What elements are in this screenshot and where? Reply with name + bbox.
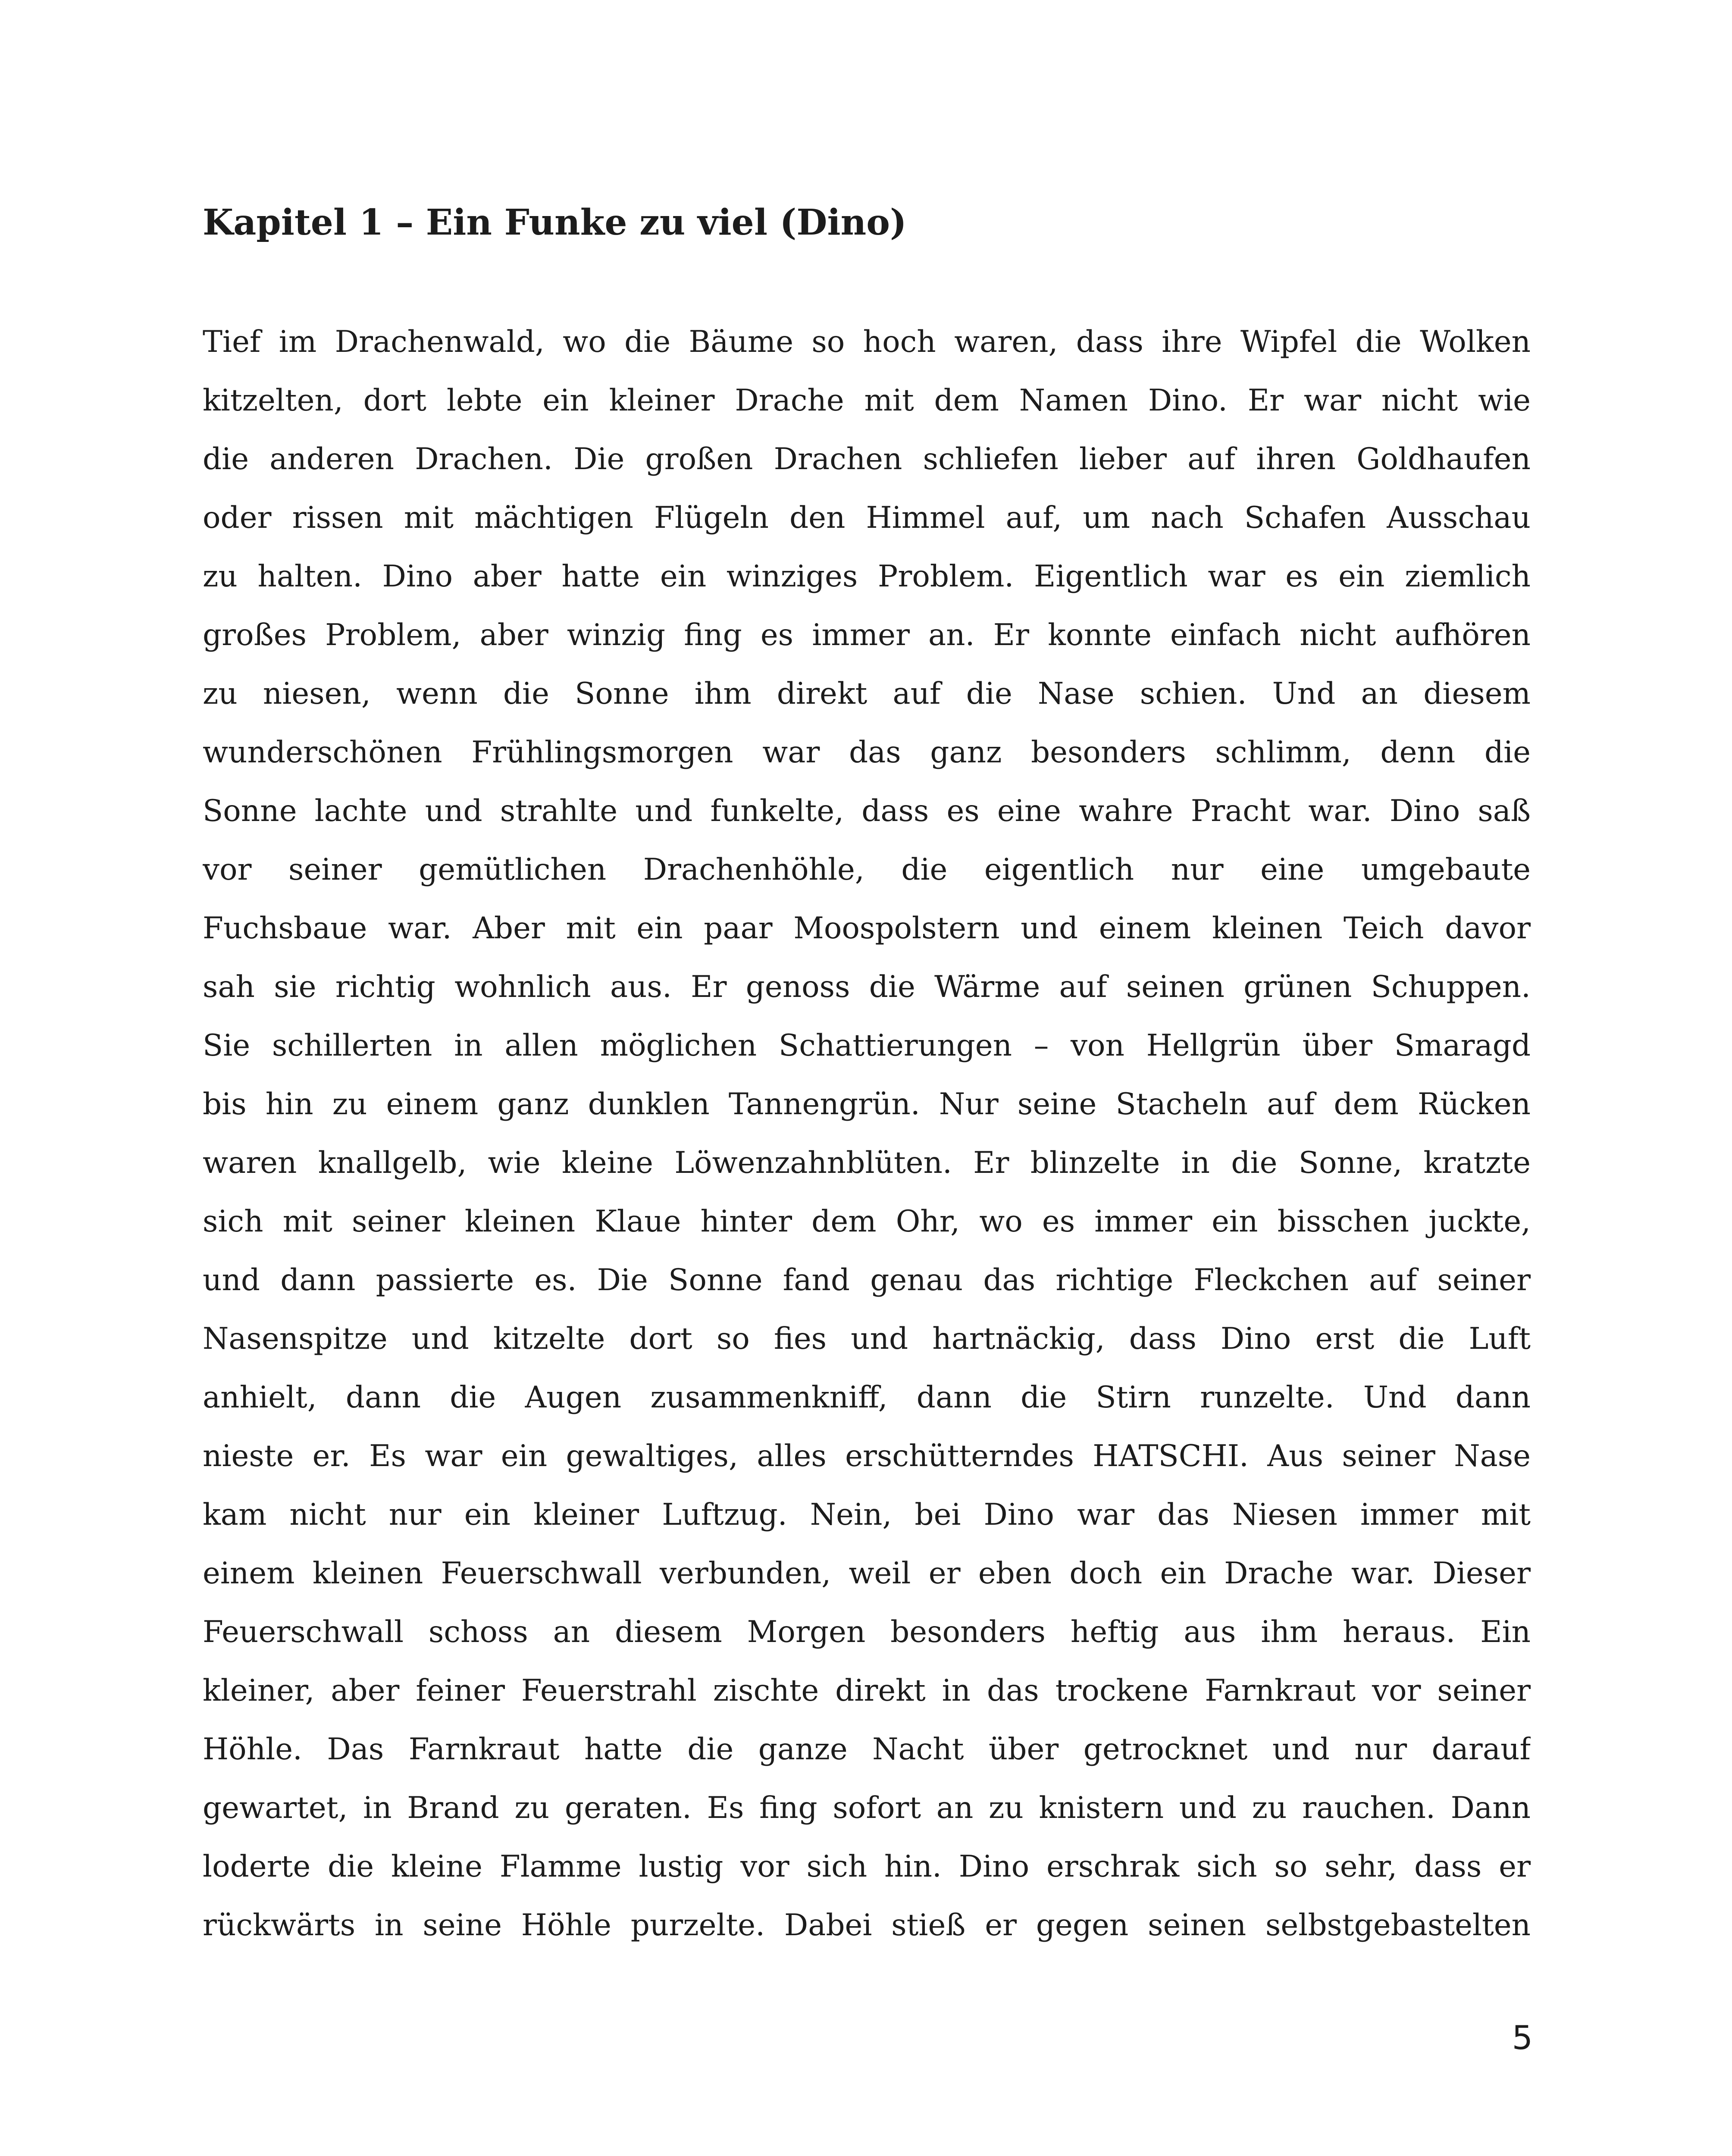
text-line: und dann passierte es. Die Sonne fand genau das richtige Fleckchen auf seiner: [203, 1263, 1531, 1297]
text-line: bis hin zu einem ganz dunklen Tannengrün. Nur seine Stacheln auf dem Rücken: [203, 1087, 1531, 1122]
text-line: zu niesen, wenn die Sonne ihm direkt auf die Nase schien. Und an diesem: [203, 677, 1531, 711]
text-line: kam nicht nur ein kleiner Luftzug. Nein, bei Dino war das Niesen immer mit: [203, 1498, 1531, 1532]
text-line: kitzelten, dort lebte ein kleiner Drache mit dem Namen Dino. Er war nicht wie: [203, 383, 1531, 418]
text-line: vor seiner gemütlichen Drachenhöhle, die eigentlich nur eine umgebaute: [203, 852, 1531, 887]
text-line: die anderen Drachen. Die großen Drachen schliefen lieber auf ihren Goldhaufen: [203, 442, 1531, 476]
text-line: wunderschönen Frühlingsmorgen war das ganz besonders schlimm, denn die: [203, 735, 1531, 770]
text-line: Sie schillerten in allen möglichen Schattierungen – von Hellgrün über Smaragd: [203, 1028, 1531, 1063]
text-line: rückwärts in seine Höhle purzelte. Dabei stieß er gegen seinen selbstgebastelten: [203, 1908, 1531, 1943]
text-line: sah sie richtig wohnlich aus. Er genoss die Wärme auf seinen grünen Schuppen.: [203, 970, 1531, 1004]
text-line: oder rissen mit mächtigen Flügeln den Himmel auf, um nach Schafen Ausschau: [203, 501, 1531, 535]
page-number: 5: [1512, 2018, 1533, 2057]
chapter-body-text: [203, 313, 1531, 1955]
text-line: kleiner, aber feiner Feuerstrahl zischte direkt in das trockene Farnkraut vor seiner: [203, 1673, 1531, 1708]
text-line: sich mit seiner kleinen Klaue hinter dem Ohr, wo es immer ein bisschen juckte,: [203, 1204, 1531, 1239]
text-line: Fuchsbaue war. Aber mit ein paar Moospolstern und einem kleinen Teich davor: [203, 911, 1531, 946]
text-line: Feuerschwall schoss an diesem Morgen besonders heftig aus ihm heraus. Ein: [203, 1615, 1531, 1649]
text-line: einem kleinen Feuerschwall verbunden, weil er eben doch ein Drache war. Dieser: [203, 1556, 1531, 1591]
text-line: Nasenspitze und kitzelte dort so fies und hartnäckig, dass Dino erst die Luft: [203, 1322, 1531, 1356]
text-line: Höhle. Das Farnkraut hatte die ganze Nacht über getrocknet und nur darauf: [203, 1732, 1531, 1767]
text-line: Tief im Drachenwald, wo die Bäume so hoch waren, dass ihre Wipfel die Wolken: [203, 325, 1531, 359]
text-line: gewartet, in Brand zu geraten. Es fing sofort an zu knistern und zu rauchen. Dann: [203, 1791, 1531, 1825]
chapter-title: Kapitel 1 – Ein Funke zu viel (Dino): [203, 202, 907, 243]
text-line: waren knallgelb, wie kleine Löwenzahnblüten. Er blinzelte in die Sonne, kratzte: [203, 1146, 1531, 1180]
text-line: loderte die kleine Flamme lustig vor sich hin. Dino erschrak sich so sehr, dass er: [203, 1849, 1531, 1884]
text-line: zu halten. Dino aber hatte ein winziges Problem. Eigentlich war es ein ziemlich: [203, 559, 1531, 594]
text-line: Sonne lachte und strahlte und funkelte, dass es eine wahre Pracht war. Dino saß: [203, 794, 1531, 828]
text-line: anhielt, dann die Augen zusammenkniff, dann die Stirn runzelte. Und dann: [203, 1380, 1531, 1415]
text-line: nieste er. Es war ein gewaltiges, alles erschütterndes HATSCHI. Aus seiner Nase: [203, 1439, 1531, 1473]
text-line: großes Problem, aber winzig fing es immer an. Er konnte einfach nicht aufhören: [203, 618, 1531, 652]
